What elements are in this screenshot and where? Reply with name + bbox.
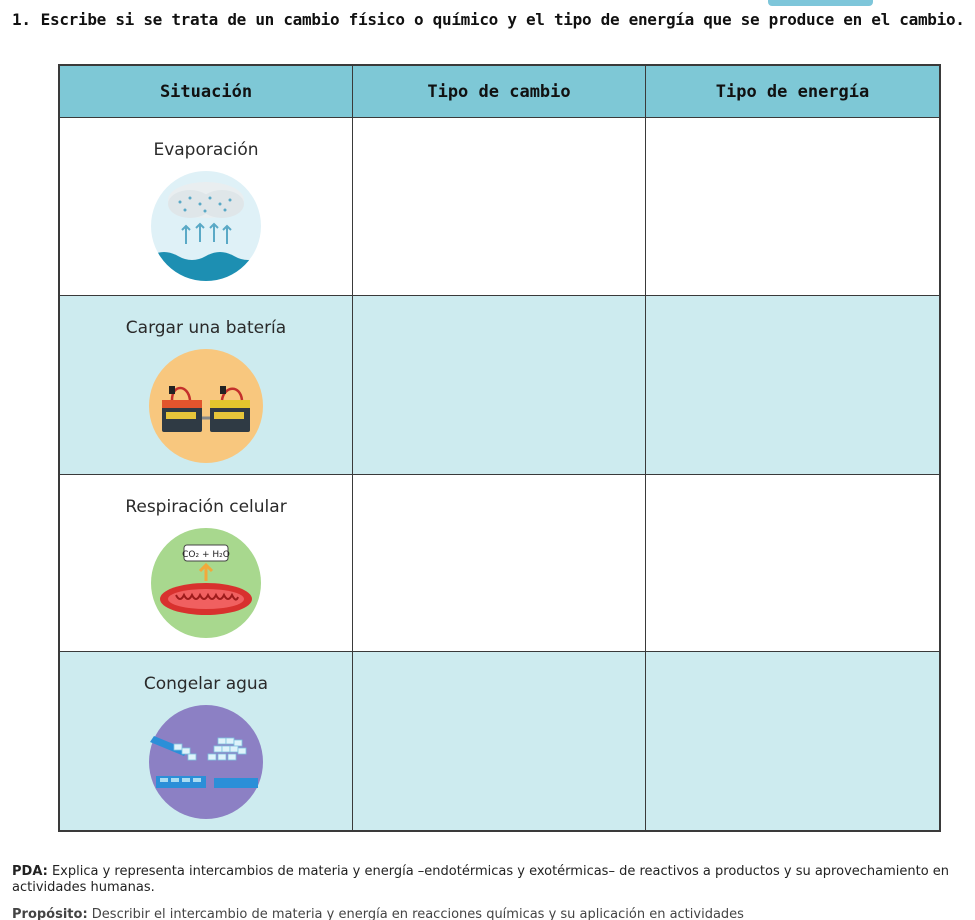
situation-label: Evaporación xyxy=(153,140,259,160)
tipo-energia-answer-cell[interactable] xyxy=(646,118,939,296)
formula-label: CO₂ + H₂O xyxy=(182,550,230,560)
pda-paragraph xyxy=(12,864,967,896)
tipo-energia-answer-cell[interactable] xyxy=(646,475,939,652)
question-text: Escribe si se trata de un cambio físico o químico y el tipo de energía que se produce en el cambio. xyxy=(40,10,965,29)
tipo-energia-answer-cell[interactable] xyxy=(646,652,939,830)
tipo-cambio-answer-cell[interactable] xyxy=(353,475,646,652)
situation-cell-respiracion-celular xyxy=(60,475,353,652)
header-tipo-cambio: Tipo de cambio xyxy=(353,66,646,118)
situation-label: Congelar agua xyxy=(143,674,269,694)
question-number: 1. xyxy=(12,10,31,29)
situation-cell-cargar-bateria xyxy=(60,296,353,475)
situation-label: Respiración celular xyxy=(125,497,287,517)
cell-respiration-icon xyxy=(150,527,262,643)
pda-label: PDA: xyxy=(12,864,48,879)
pda-text: Explica y representa intercambios de materia y energía –endotérmicas y exotérmicas– de reactivos a productos y su aprovechamiento en actividades humanas. xyxy=(12,864,950,895)
tipo-cambio-answer-cell[interactable] xyxy=(353,118,646,296)
proposito-label: Propósito: xyxy=(12,907,88,920)
header-situacion: Situación xyxy=(60,66,353,118)
proposito-paragraph xyxy=(12,907,967,920)
evaporation-icon xyxy=(150,170,262,286)
tipo-energia-answer-cell[interactable] xyxy=(646,296,939,475)
header-tipo-energia: Tipo de energía xyxy=(646,66,939,118)
situation-cell-congelar-agua xyxy=(60,652,353,830)
situations-table xyxy=(58,64,941,832)
tipo-cambio-answer-cell[interactable] xyxy=(353,296,646,475)
situation-label: Cargar una batería xyxy=(125,318,287,338)
question-statement xyxy=(12,10,967,29)
page-top-accent-bar xyxy=(768,0,873,6)
situation-cell-evaporacion xyxy=(60,118,353,296)
proposito-text: Describir el intercambio de materia y energía en reacciones químicas y su aplicación en actividades xyxy=(87,907,744,920)
ice-tray-icon xyxy=(148,704,264,824)
tipo-cambio-answer-cell[interactable] xyxy=(353,652,646,830)
battery-charging-icon xyxy=(148,348,264,468)
